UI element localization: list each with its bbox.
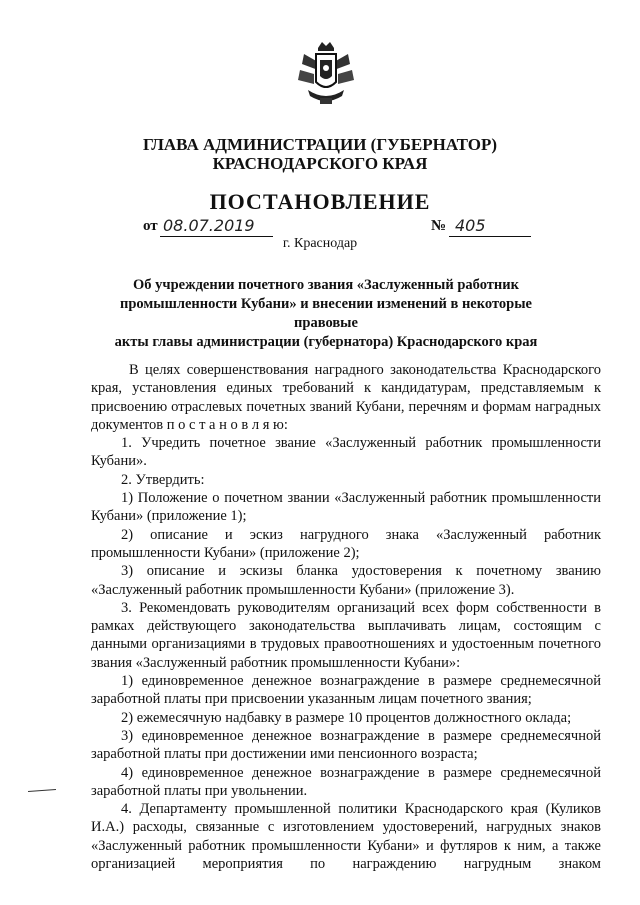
issuer-line-1: ГЛАВА АДМИНИСТРАЦИИ (ГУБЕРНАТОР)	[142, 135, 497, 154]
paragraph-3-item-3: 3) единовременное денежное вознаграждение в размере среднемесячной заработной платы при достижении ими пенсионного возраста;	[91, 727, 601, 763]
title-line-3: акты главы администрации (губернатора) Краснодарского края	[114, 334, 538, 350]
document-body	[91, 361, 601, 873]
title-line-2: промышленности Кубани» и внесении изменений в некоторые правовые	[120, 296, 532, 331]
paragraph-3-item-2: 2) ежемесячную надбавку в размере 10 процентов должностного оклада;	[121, 709, 572, 726]
paragraph-3-item-1: 1) единовременное денежное вознаграждение в размере среднемесячной заработной платы при присвоении указанным лицам почетного звания;	[91, 673, 601, 708]
number-label: №	[431, 218, 447, 234]
city-line: г. Краснодар	[282, 236, 358, 251]
document-type-heading: ПОСТАНОВЛЕНИЕ	[209, 189, 431, 214]
paragraph-4: 4. Департаменту промышленной политики Краснодарского края (Куликов И.А.) расходы, связанные с изготовлением удостоверений, нагрудных знаков «Заслуженный работник промышленности Кубани» и футляров к ним, а также организацией мероприятия по награждению нагрудным знаком	[91, 801, 601, 873]
issuer-line-2: КРАСНОДАРСКОГО КРАЯ	[212, 154, 428, 173]
date-label: от	[143, 218, 158, 234]
paragraph-3: 3. Рекомендовать руководителям организаций всех форм собственности в рамках действующего законодательства выплачивать лицам, состоящим с данными организациями в трудовых правоотношениях и удостоенным почетного звания «Заслуженный работник промышленности Кубани»:	[91, 599, 601, 671]
paragraph-2-item-2: 2) описание и эскиз нагрудного знака «Заслуженный работник промышленности Кубани» (приложение 2);	[91, 526, 601, 561]
paragraph-2-item-3: 3) описание и эскизы бланка удостоверения к почетному званию «Заслуженный работник промышленности Кубани» (приложение 3).	[91, 563, 601, 598]
date-value: 08.07.2019	[163, 216, 255, 235]
title-line-1: Об учреждении почетного звания «Заслуженный работник	[133, 277, 519, 293]
number-value: 405	[455, 216, 486, 235]
coat-of-arms-emblem	[296, 40, 356, 110]
paragraph-1: 1. Учредить почетное звание «Заслуженный работник промышленности Кубани».	[91, 435, 601, 470]
paragraph-intro: В целях совершенствования наградного законодательства Краснодарского края, установления единых требований к кандидатурам, представляемым к присвоению отраслевых почетных званий Кубани, перечням и формам наградных документов п о с т а н о в л я ю:	[91, 362, 601, 433]
date-number-line	[143, 216, 543, 238]
paragraph-3-item-4: 4) единовременное денежное вознаграждение в размере среднемесячной заработной платы при увольнении.	[91, 764, 601, 799]
paragraph-2: 2. Утвердить:	[121, 471, 205, 488]
margin-pen-mark	[28, 789, 56, 792]
paragraph-2-item-1: 1) Положение о почетном звании «Заслуженный работник промышленности Кубани» (приложение 1);	[91, 490, 601, 525]
document-title	[96, 276, 556, 352]
